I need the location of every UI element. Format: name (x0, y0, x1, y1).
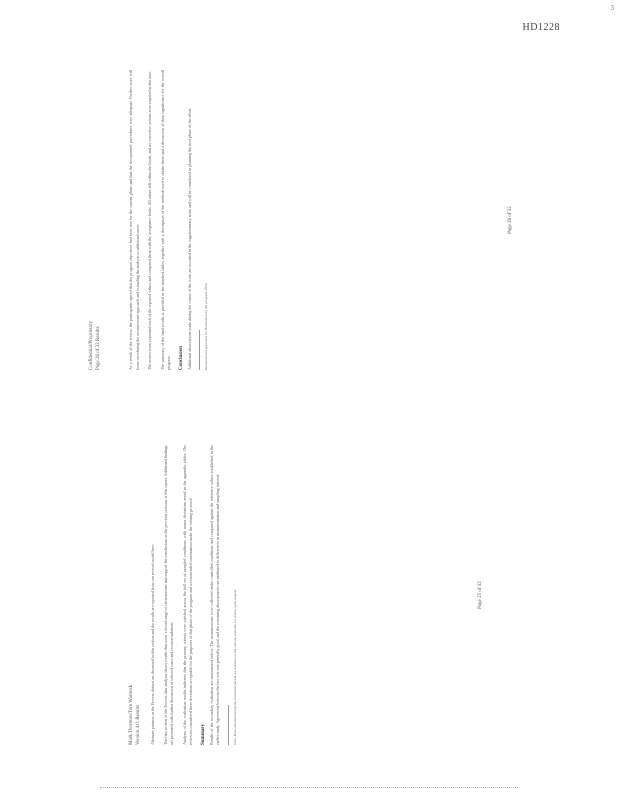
edge-mark: 3 (610, 4, 614, 12)
right-paragraph-1: As a result of the review, the participants agreed that the program objectives had been met for the current phase and that the documented procedures were adequate. Further work will focus on refining the measurement approach and extending the analysis to additional cases. (128, 70, 140, 370)
right-paragraph-2: The review team examined each of the reported values and compared them with the acceptance limits. All values fell within the limits, and no corrective actions were required at this time. (147, 70, 152, 370)
left-running-header-1: Mark Thornton/Tom Warnock (129, 684, 134, 745)
left-paragraph-2: The first section of the Process data analysis shows results that cover a broad range of environments and support the conclusions in the previous sections of this report. Additional findings are presented with further discussion of selected cases and recommendations. (162, 445, 174, 745)
left-footnote-rule (228, 705, 229, 745)
left-running-header-2: Version 4.0: Results (136, 704, 141, 745)
right-running-header-1: Confidential/Proprietary (89, 321, 94, 370)
right-footnote-rule (199, 330, 200, 370)
right-page (88, 70, 528, 370)
left-paragraph-1: Alternate partners in the Process dataset are discussed in this section and the results are reported from our revised model here. (150, 543, 155, 745)
right-running-header-2: Page 26 of 32 Results (96, 326, 101, 370)
left-page (128, 445, 508, 745)
left-page-number: Page 25 of 32 (478, 581, 483, 609)
right-page-number: Page 26 of 32 (508, 206, 513, 234)
left-paragraph-4: Results of the secondary evaluation are summarized below. The measurements were collected under controlled conditions and compared against the reference values established in the earlier study. Agreement between the two sets was generally good, and the remaining discrepancies are attributed to differences in instrumentation and sampling interval. (208, 445, 220, 745)
left-paragraph-3: Analysis of the evaluation results indicates that the primary criteria were satisfied across the full set of sampled conditions, with minor deviations noted in the appendix tables. The reviewers considered these deviations acceptable for the purposes of this phase of the program and recommended continuation under the existing protocol. (181, 445, 193, 745)
bottom-scan-edge (100, 787, 518, 788)
left-footnote: Note: Data collected during the evaluation period are retained on file and are available for review upon request. (232, 588, 237, 745)
right-paragraph-4: Additional observations made during the course of the work are recorded in the supplementary notes and will be considered in planning the next phase of the effort. (186, 107, 192, 370)
right-footnote: Reviewed and approved for distribution by the program office. (204, 282, 208, 370)
left-heading: Summary (200, 723, 206, 745)
right-heading: Conclusion (178, 346, 184, 370)
right-paragraph-3: The summary of the final results is provided in the attached tables, together with a description of the methods used to obtain them and a discussion of their significance for the overall program. (159, 70, 171, 370)
document-id: HD1228 (522, 22, 560, 33)
